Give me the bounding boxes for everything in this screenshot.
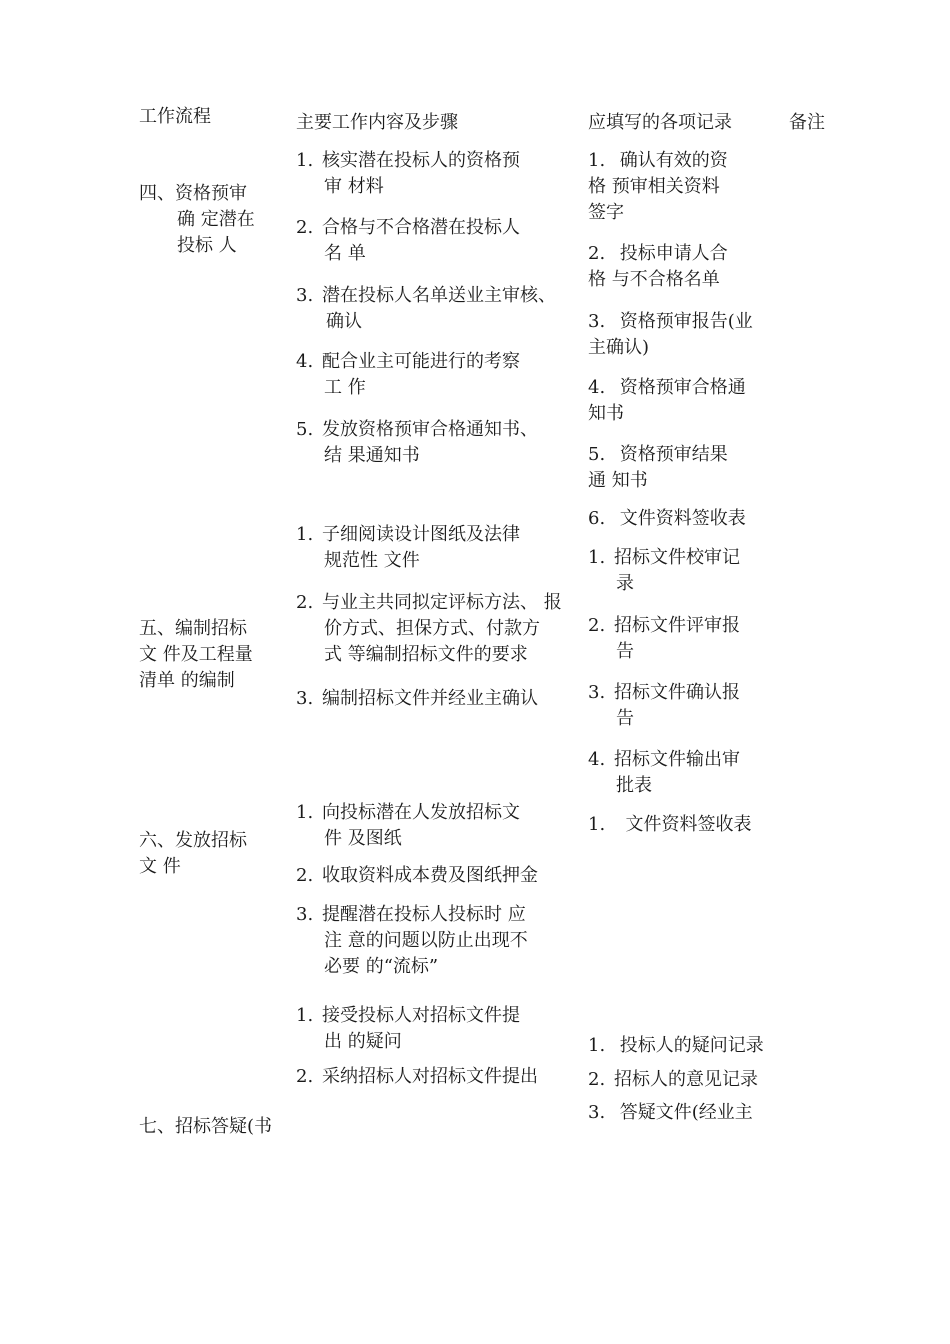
record-line: 资格预审报告(业 bbox=[619, 311, 753, 332]
step-number: 2. bbox=[296, 217, 314, 238]
step-item bbox=[296, 417, 538, 469]
step-line: 发放资格预审合格通知书、 bbox=[322, 419, 538, 440]
record-line: 资格预审合格通 bbox=[619, 377, 746, 398]
section-title-6 bbox=[139, 828, 247, 880]
step-line: 确认 bbox=[326, 311, 362, 332]
record-item bbox=[588, 1100, 753, 1126]
record-line: 录 bbox=[616, 573, 634, 594]
step-item bbox=[296, 863, 538, 889]
section-title-4 bbox=[139, 181, 255, 259]
step-item bbox=[296, 148, 520, 200]
section-title-line: 文 件及工程量 bbox=[139, 644, 253, 665]
step-item bbox=[296, 1064, 538, 1090]
record-number: 2. bbox=[588, 615, 606, 636]
record-item bbox=[588, 747, 740, 799]
record-line: 招标人的意见记录 bbox=[614, 1069, 758, 1090]
record-line: 投标申请人合 bbox=[619, 243, 728, 264]
record-number: 2. bbox=[588, 243, 606, 264]
section-title-line: 确 定潜在 bbox=[177, 209, 255, 230]
record-line: 确认有效的资 bbox=[619, 150, 728, 171]
record-item bbox=[588, 1067, 758, 1093]
record-line: 资格预审结果 bbox=[619, 444, 728, 465]
record-line: 签字 bbox=[588, 202, 624, 223]
record-line: 通 知书 bbox=[588, 470, 648, 491]
step-number: 1. bbox=[296, 150, 314, 171]
header-col-records: 应填写的各项记录 bbox=[588, 112, 732, 133]
record-item bbox=[588, 442, 728, 494]
step-line: 收取资料成本费及图纸押金 bbox=[322, 865, 538, 886]
record-item bbox=[588, 680, 740, 732]
record-item bbox=[588, 613, 740, 665]
step-number: 3. bbox=[296, 285, 314, 306]
record-line: 投标人的疑问记录 bbox=[619, 1035, 764, 1056]
step-number: 1. bbox=[296, 524, 314, 545]
record-line: 格 与不合格名单 bbox=[588, 269, 720, 290]
step-number: 1. bbox=[296, 1005, 314, 1026]
record-item bbox=[588, 812, 751, 838]
step-line: 名 单 bbox=[324, 243, 366, 264]
record-number: 3. bbox=[588, 1102, 606, 1123]
record-number: 1. bbox=[588, 1035, 606, 1056]
step-line: 子细阅读设计图纸及法律 bbox=[322, 524, 520, 545]
section-title-line: 六、发放招标 bbox=[139, 830, 247, 851]
record-line: 文件资料签收表 bbox=[614, 814, 752, 835]
step-number: 3. bbox=[296, 904, 314, 925]
record-item bbox=[588, 1033, 764, 1059]
step-number: 3. bbox=[296, 688, 314, 709]
step-item bbox=[296, 800, 520, 852]
step-line: 与业主共同拟定评标方法、 报 bbox=[322, 592, 562, 613]
record-line: 主确认) bbox=[588, 337, 650, 358]
record-line: 格 预审相关资料 bbox=[588, 176, 720, 197]
record-number: 1. bbox=[588, 547, 606, 568]
record-number: 1. bbox=[588, 814, 606, 835]
record-number: 3. bbox=[588, 682, 606, 703]
header-col-remarks: 备注 bbox=[789, 112, 825, 133]
step-line: 核实潜在投标人的资格预 bbox=[322, 150, 520, 171]
section-title-7 bbox=[139, 1114, 272, 1140]
section-title-line: 四、资格预审 bbox=[139, 183, 247, 204]
step-number: 2. bbox=[296, 592, 314, 613]
header-col-steps: 主要工作内容及步骤 bbox=[296, 112, 458, 133]
section-title-line: 五、编制招标 bbox=[139, 618, 247, 639]
step-item bbox=[296, 686, 538, 712]
record-line: 告 bbox=[616, 708, 634, 729]
step-line: 式 等编制招标文件的要求 bbox=[324, 644, 528, 665]
record-number: 4. bbox=[588, 377, 606, 398]
step-line: 提醒潜在投标人投标时 应 bbox=[322, 904, 526, 925]
step-item bbox=[296, 283, 556, 335]
record-line: 批表 bbox=[616, 775, 652, 796]
record-item bbox=[588, 375, 746, 427]
step-item bbox=[296, 349, 520, 401]
step-line: 件 及图纸 bbox=[324, 828, 402, 849]
step-line: 审 材料 bbox=[324, 176, 384, 197]
record-number: 4. bbox=[588, 749, 606, 770]
step-number: 1. bbox=[296, 802, 314, 823]
record-number: 6. bbox=[588, 508, 606, 529]
step-item bbox=[296, 590, 562, 668]
step-line: 编制招标文件并经业主确认 bbox=[322, 688, 538, 709]
step-number: 2. bbox=[296, 1066, 314, 1087]
step-line: 配合业主可能进行的考察 bbox=[322, 351, 520, 372]
record-line: 招标文件评审报 bbox=[614, 615, 740, 636]
record-item bbox=[588, 241, 728, 293]
step-line: 工 作 bbox=[324, 377, 366, 398]
step-number: 2. bbox=[296, 865, 314, 886]
section-title-line: 投标 人 bbox=[177, 235, 237, 256]
section-title-5 bbox=[139, 616, 253, 694]
step-line: 注 意的问题以防止出现不 bbox=[324, 930, 528, 951]
step-item bbox=[296, 1003, 520, 1055]
header-col-workflow: 工作流程 bbox=[139, 106, 211, 127]
record-line: 知书 bbox=[588, 403, 624, 424]
record-line: 招标文件输出审 bbox=[614, 749, 740, 770]
step-line: 向投标潜在人发放招标文 bbox=[322, 802, 520, 823]
record-line: 答疑文件(经业主 bbox=[619, 1102, 753, 1123]
step-line: 采纳招标人对招标文件提出 bbox=[322, 1066, 538, 1087]
step-line: 结 果通知书 bbox=[324, 445, 420, 466]
record-number: 2. bbox=[588, 1069, 606, 1090]
step-item bbox=[296, 522, 520, 574]
record-item bbox=[588, 148, 728, 226]
record-line: 招标文件确认报 bbox=[614, 682, 740, 703]
step-number: 5. bbox=[296, 419, 314, 440]
step-line: 合格与不合格潜在投标人 bbox=[322, 217, 520, 238]
section-title-line: 七、招标答疑(书 bbox=[139, 1116, 273, 1137]
record-number: 5. bbox=[588, 444, 606, 465]
step-line: 潜在投标人名单送业主审核、 bbox=[322, 285, 556, 306]
step-item bbox=[296, 215, 520, 267]
record-item bbox=[588, 309, 753, 361]
step-line: 规范性 文件 bbox=[324, 550, 420, 571]
record-line: 告 bbox=[616, 641, 634, 662]
step-item bbox=[296, 902, 528, 980]
record-item bbox=[588, 545, 740, 597]
record-number: 3. bbox=[588, 311, 606, 332]
section-title-line: 文 件 bbox=[139, 856, 181, 877]
step-line: 价方式、担保方式、付款方 bbox=[324, 618, 540, 639]
record-item bbox=[588, 506, 746, 532]
step-line: 接受投标人对招标文件提 bbox=[322, 1005, 520, 1026]
record-line: 招标文件校审记 bbox=[614, 547, 740, 568]
record-line: 文件资料签收表 bbox=[619, 508, 746, 529]
step-line: 必要 的“流标” bbox=[324, 956, 439, 977]
step-number: 4. bbox=[296, 351, 314, 372]
step-line: 出 的疑问 bbox=[324, 1031, 402, 1052]
section-title-line: 清单 的编制 bbox=[139, 670, 235, 691]
record-number: 1. bbox=[588, 150, 606, 171]
